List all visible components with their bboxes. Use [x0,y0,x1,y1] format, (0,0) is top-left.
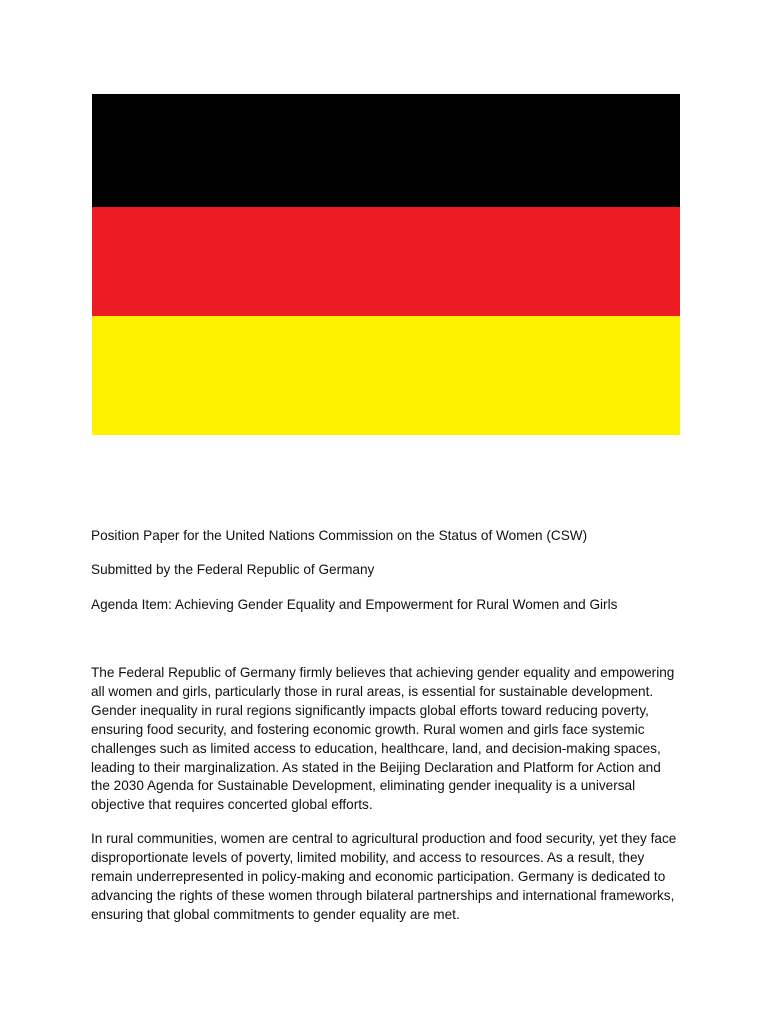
flag-stripe-gold [92,316,680,435]
flag-stripe-black [92,94,680,207]
body-paragraph: The Federal Republic of Germany firmly believes that achieving gender equality and empowering all women and girls, particularly those in rural areas, is essential for sustainable development. Gender inequality in rural regions significantly impacts global efforts toward reducing poverty, ensuring food security, and fostering economic growth. Rural women and girls face systemic challenges such as limited access to education, healthcare, land, and decision-making spaces, leading to their marginalization. As stated in the Beijing Declaration and Platform for Action and the 2030 Agenda for Sustainable Development, eliminating gender inequality is a universal objective that requires concerted global efforts. [91,665,675,813]
agenda-item-line: Agenda Item: Achieving Gender Equality and Empowerment for Rural Women and Girls [91,597,618,612]
submitted-by-line: Submitted by the Federal Republic of Germany [91,562,375,577]
germany-flag-image [92,94,680,435]
body-paragraph: In rural communities, women are central to agricultural production and food security, yet they face disproportionate levels of poverty, limited mobility, and access to resources. As a result, they remain underrepresented in policy-making and economic participation. Germany is dedicated to advancing the rights of these women through bilateral partnerships and international frameworks, ensuring that global commitments to gender equality are met. [91,831,677,922]
document-title-line: Position Paper for the United Nations Commission on the Status of Women (CSW) [91,528,588,543]
flag-stripe-red [92,207,680,316]
